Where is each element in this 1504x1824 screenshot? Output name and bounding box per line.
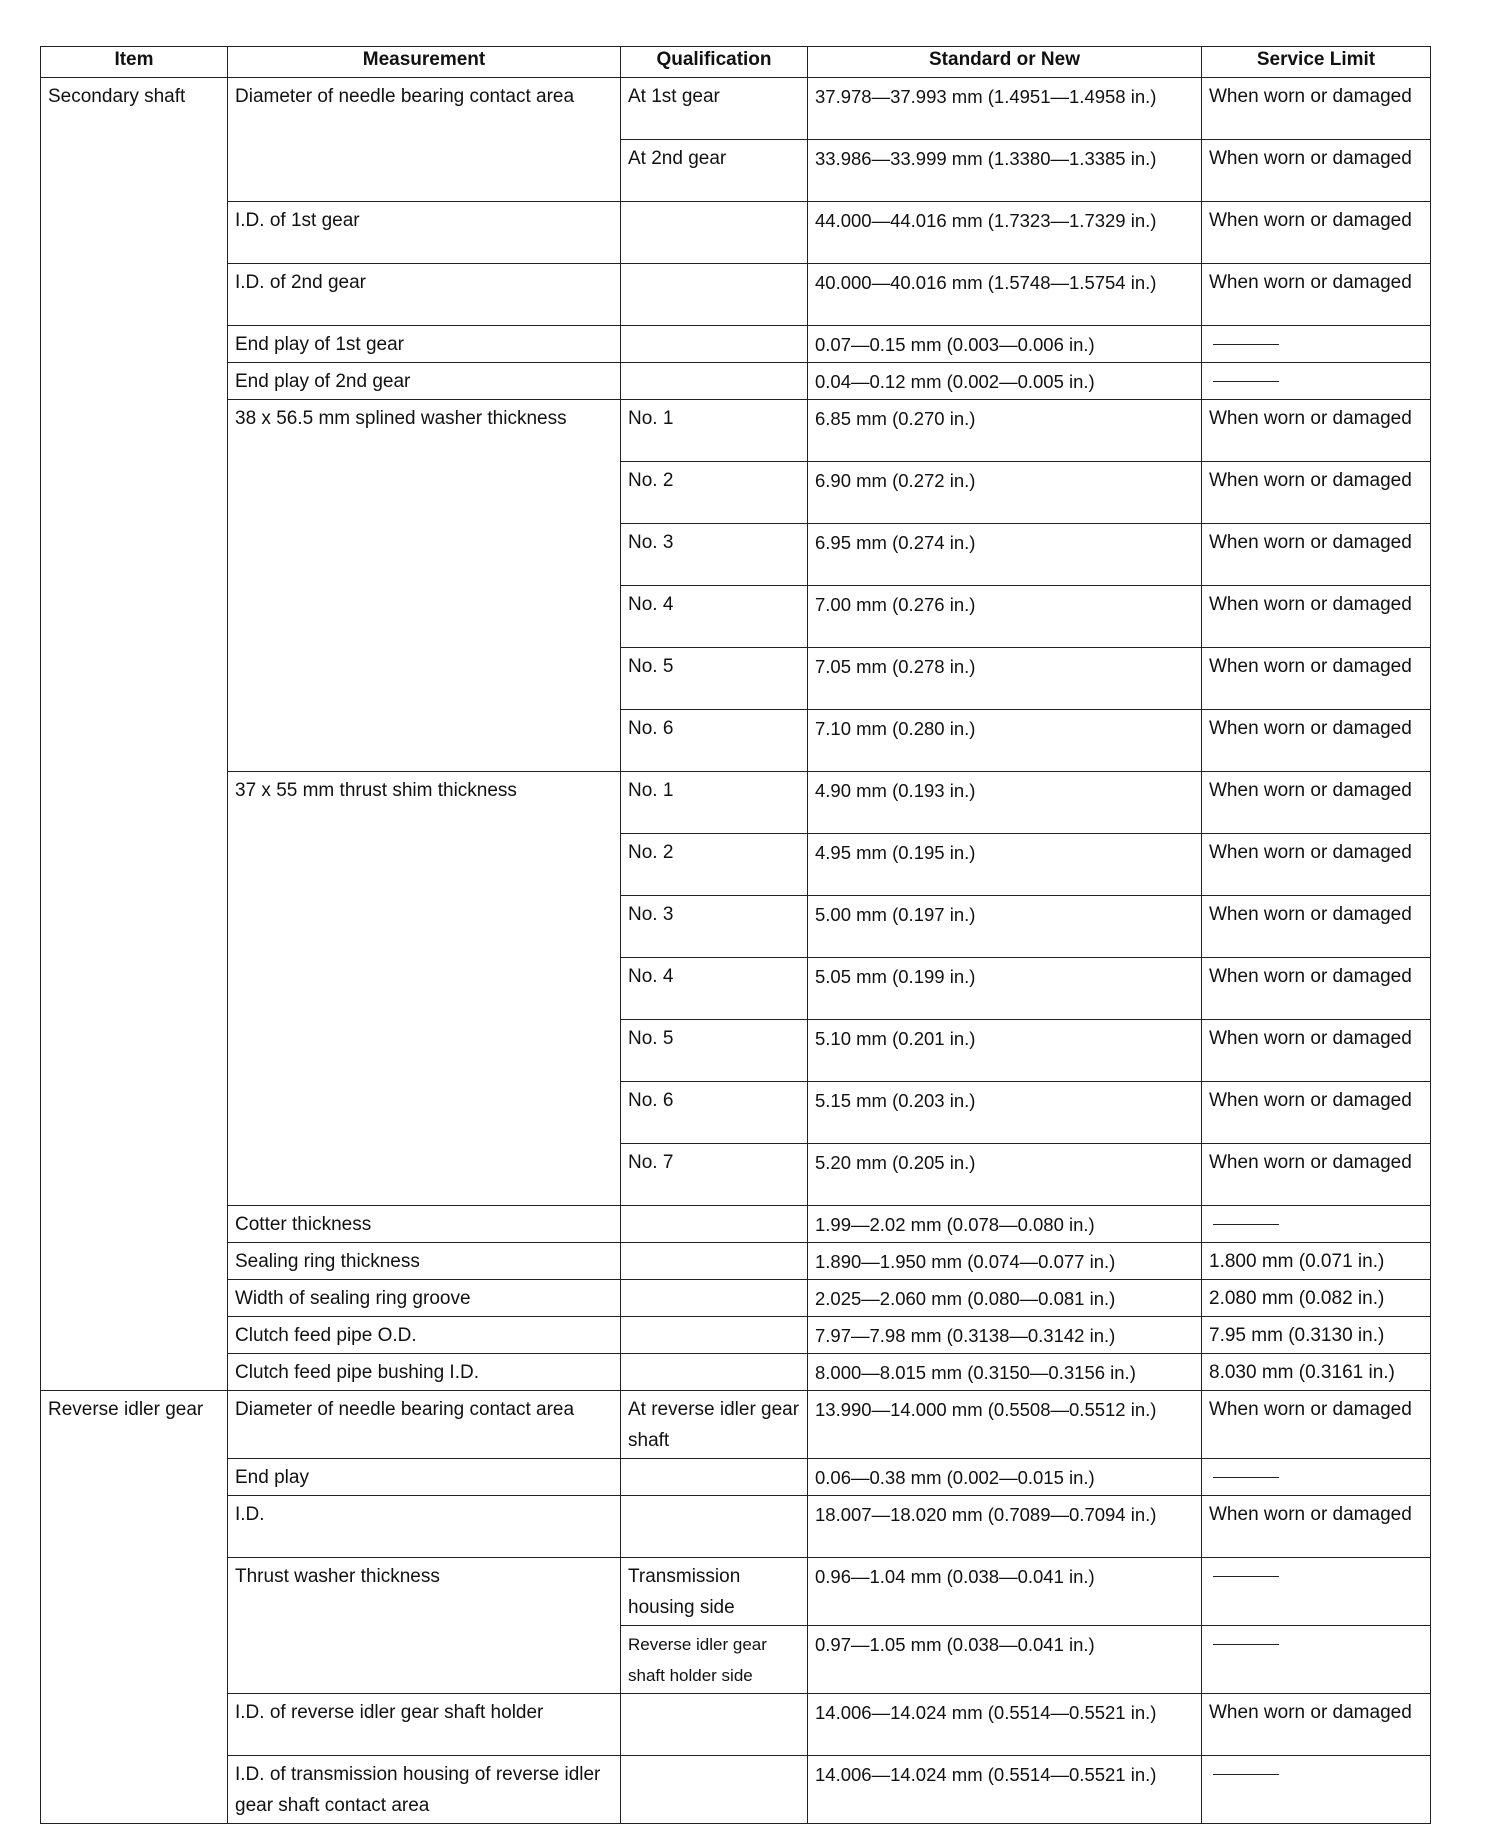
table-row xyxy=(41,1391,1431,1459)
table-row xyxy=(41,1459,1431,1496)
service-limit-cell: When worn or damaged xyxy=(1202,648,1431,710)
service-limit-cell: When worn or damaged xyxy=(1202,1082,1431,1144)
standard-cell: 13.990—14.000 mm (0.5508—0.5512 in.) xyxy=(808,1391,1202,1459)
standard-cell: 4.90 mm (0.193 in.) xyxy=(808,772,1202,834)
table-row xyxy=(41,78,1431,140)
item-cell: Reverse idler gear xyxy=(41,1391,228,1824)
standard-cell: 7.05 mm (0.278 in.) xyxy=(808,648,1202,710)
no-limit-dash xyxy=(1213,381,1279,382)
service-limit-cell: When worn or damaged xyxy=(1202,1144,1431,1206)
qualification-cell xyxy=(621,1354,808,1391)
no-limit-dash xyxy=(1213,344,1279,345)
qualification-cell xyxy=(621,1496,808,1558)
service-limit-cell: When worn or damaged xyxy=(1202,140,1431,202)
standard-cell: 7.97—7.98 mm (0.3138—0.3142 in.) xyxy=(808,1317,1202,1354)
standard-cell: 5.00 mm (0.197 in.) xyxy=(808,896,1202,958)
service-limit-cell: When worn or damaged xyxy=(1202,958,1431,1020)
service-limit-cell: When worn or damaged xyxy=(1202,524,1431,586)
standard-cell: 0.04—0.12 mm (0.002—0.005 in.) xyxy=(808,363,1202,400)
service-limit-cell: When worn or damaged xyxy=(1202,1496,1431,1558)
standard-cell: 7.00 mm (0.276 in.) xyxy=(808,586,1202,648)
qualification-cell xyxy=(621,363,808,400)
no-limit-dash xyxy=(1213,1774,1279,1775)
service-limit-cell: When worn or damaged xyxy=(1202,772,1431,834)
header-service-limit: Service Limit xyxy=(1202,47,1431,78)
standard-cell: 0.97—1.05 mm (0.038—0.041 in.) xyxy=(808,1626,1202,1694)
no-limit-dash xyxy=(1213,1224,1279,1225)
standard-cell: 4.95 mm (0.195 in.) xyxy=(808,834,1202,896)
measurement-cell: 38 x 56.5 mm splined washer thickness xyxy=(228,400,621,772)
service-limit-cell: When worn or damaged xyxy=(1202,896,1431,958)
header-qualification: Qualification xyxy=(621,47,808,78)
table-row xyxy=(41,1558,1431,1626)
qualification-cell: No. 4 xyxy=(621,586,808,648)
specification-table xyxy=(40,46,1431,1824)
qualification-cell: No. 2 xyxy=(621,834,808,896)
no-limit-dash xyxy=(1213,1644,1279,1645)
service-limit-cell xyxy=(1202,1459,1431,1496)
measurement-cell: Cotter thickness xyxy=(228,1206,621,1243)
table-row xyxy=(41,400,1431,462)
header-standard: Standard or New xyxy=(808,47,1202,78)
header-measurement: Measurement xyxy=(228,47,621,78)
qualification-cell xyxy=(621,1206,808,1243)
qualification-cell: No. 3 xyxy=(621,524,808,586)
qualification-cell: Reverse idler gear shaft holder side xyxy=(621,1626,808,1694)
standard-cell: 6.90 mm (0.272 in.) xyxy=(808,462,1202,524)
service-limit-cell: When worn or damaged xyxy=(1202,710,1431,772)
service-limit-cell: When worn or damaged xyxy=(1202,202,1431,264)
standard-cell: 5.20 mm (0.205 in.) xyxy=(808,1144,1202,1206)
measurement-cell: End play of 1st gear xyxy=(228,326,621,363)
qualification-cell: At 1st gear xyxy=(621,78,808,140)
standard-cell: 2.025—2.060 mm (0.080—0.081 in.) xyxy=(808,1280,1202,1317)
table-row xyxy=(41,1206,1431,1243)
service-limit-cell: When worn or damaged xyxy=(1202,1020,1431,1082)
measurement-cell: Clutch feed pipe bushing I.D. xyxy=(228,1354,621,1391)
standard-cell: 37.978—37.993 mm (1.4951—1.4958 in.) xyxy=(808,78,1202,140)
service-limit-cell xyxy=(1202,1206,1431,1243)
qualification-cell: No. 5 xyxy=(621,1020,808,1082)
measurement-cell: Diameter of needle bearing contact area xyxy=(228,1391,621,1459)
standard-cell: 0.06—0.38 mm (0.002—0.015 in.) xyxy=(808,1459,1202,1496)
measurement-cell: I.D. xyxy=(228,1496,621,1558)
measurement-cell: Width of sealing ring groove xyxy=(228,1280,621,1317)
measurement-cell: I.D. of reverse idler gear shaft holder xyxy=(228,1694,621,1756)
service-limit-cell: When worn or damaged xyxy=(1202,462,1431,524)
service-limit-cell xyxy=(1202,363,1431,400)
standard-cell: 40.000—40.016 mm (1.5748—1.5754 in.) xyxy=(808,264,1202,326)
standard-cell: 1.99—2.02 mm (0.078—0.080 in.) xyxy=(808,1206,1202,1243)
qualification-cell xyxy=(621,1317,808,1354)
standard-cell: 7.10 mm (0.280 in.) xyxy=(808,710,1202,772)
service-limit-cell xyxy=(1202,1626,1431,1694)
service-limit-cell xyxy=(1202,1558,1431,1626)
qualification-cell: No. 6 xyxy=(621,710,808,772)
table-row xyxy=(41,202,1431,264)
service-limit-cell: When worn or damaged xyxy=(1202,264,1431,326)
standard-cell: 5.15 mm (0.203 in.) xyxy=(808,1082,1202,1144)
table-row xyxy=(41,1354,1431,1391)
table-row xyxy=(41,1694,1431,1756)
measurement-cell: Sealing ring thickness xyxy=(228,1243,621,1280)
qualification-cell: No. 1 xyxy=(621,772,808,834)
service-limit-cell: When worn or damaged xyxy=(1202,78,1431,140)
standard-cell: 18.007—18.020 mm (0.7089—0.7094 in.) xyxy=(808,1496,1202,1558)
measurement-cell: I.D. of 2nd gear xyxy=(228,264,621,326)
service-limit-cell: 7.95 mm (0.3130 in.) xyxy=(1202,1317,1431,1354)
qualification-cell: No. 4 xyxy=(621,958,808,1020)
service-limit-cell xyxy=(1202,326,1431,363)
standard-cell: 14.006—14.024 mm (0.5514—0.5521 in.) xyxy=(808,1694,1202,1756)
table-row xyxy=(41,1243,1431,1280)
qualification-cell xyxy=(621,264,808,326)
no-limit-dash xyxy=(1213,1477,1279,1478)
table-row xyxy=(41,1496,1431,1558)
qualification-cell: Transmission housing side xyxy=(621,1558,808,1626)
qualification-cell: No. 3 xyxy=(621,896,808,958)
standard-cell: 14.006—14.024 mm (0.5514—0.5521 in.) xyxy=(808,1756,1202,1824)
service-limit-cell: When worn or damaged xyxy=(1202,834,1431,896)
standard-cell: 5.10 mm (0.201 in.) xyxy=(808,1020,1202,1082)
service-limit-cell: 8.030 mm (0.3161 in.) xyxy=(1202,1354,1431,1391)
qualification-cell xyxy=(621,1243,808,1280)
measurement-cell: End play xyxy=(228,1459,621,1496)
table-row xyxy=(41,264,1431,326)
service-limit-cell: 1.800 mm (0.071 in.) xyxy=(1202,1243,1431,1280)
standard-cell: 44.000—44.016 mm (1.7323—1.7329 in.) xyxy=(808,202,1202,264)
no-limit-dash xyxy=(1213,1576,1279,1577)
measurement-cell: I.D. of 1st gear xyxy=(228,202,621,264)
service-limit-cell: When worn or damaged xyxy=(1202,586,1431,648)
standard-cell: 6.95 mm (0.274 in.) xyxy=(808,524,1202,586)
service-limit-cell: When worn or damaged xyxy=(1202,400,1431,462)
standard-cell: 6.85 mm (0.270 in.) xyxy=(808,400,1202,462)
standard-cell: 33.986—33.999 mm (1.3380—1.3385 in.) xyxy=(808,140,1202,202)
service-limit-cell: When worn or damaged xyxy=(1202,1391,1431,1459)
service-limit-cell: When worn or damaged xyxy=(1202,1694,1431,1756)
standard-cell: 0.07—0.15 mm (0.003—0.006 in.) xyxy=(808,326,1202,363)
qualification-cell xyxy=(621,202,808,264)
standard-cell: 1.890—1.950 mm (0.074—0.077 in.) xyxy=(808,1243,1202,1280)
table-row xyxy=(41,363,1431,400)
header-item: Item xyxy=(41,47,228,78)
table-row xyxy=(41,1317,1431,1354)
standard-cell: 8.000—8.015 mm (0.3150—0.3156 in.) xyxy=(808,1354,1202,1391)
qualification-cell: At reverse idler gear shaft xyxy=(621,1391,808,1459)
measurement-cell: End play of 2nd gear xyxy=(228,363,621,400)
qualification-cell: No. 1 xyxy=(621,400,808,462)
header-row xyxy=(41,47,1431,78)
qualification-cell: No. 6 xyxy=(621,1082,808,1144)
item-cell: Secondary shaft xyxy=(41,78,228,1391)
service-limit-cell: 2.080 mm (0.082 in.) xyxy=(1202,1280,1431,1317)
qualification-cell xyxy=(621,1694,808,1756)
measurement-cell: 37 x 55 mm thrust shim thickness xyxy=(228,772,621,1206)
qualification-cell xyxy=(621,1280,808,1317)
qualification-cell xyxy=(621,326,808,363)
standard-cell: 0.96—1.04 mm (0.038—0.041 in.) xyxy=(808,1558,1202,1626)
measurement-cell: Thrust washer thickness xyxy=(228,1558,621,1694)
measurement-cell: Diameter of needle bearing contact area xyxy=(228,78,621,202)
table-row xyxy=(41,772,1431,834)
qualification-cell xyxy=(621,1459,808,1496)
measurement-cell: Clutch feed pipe O.D. xyxy=(228,1317,621,1354)
standard-cell: 5.05 mm (0.199 in.) xyxy=(808,958,1202,1020)
qualification-cell: At 2nd gear xyxy=(621,140,808,202)
qualification-cell: No. 7 xyxy=(621,1144,808,1206)
qualification-cell: No. 5 xyxy=(621,648,808,710)
table-row xyxy=(41,1280,1431,1317)
measurement-cell: I.D. of transmission housing of reverse idler gear shaft contact area xyxy=(228,1756,621,1824)
qualification-cell: No. 2 xyxy=(621,462,808,524)
table-row xyxy=(41,326,1431,363)
